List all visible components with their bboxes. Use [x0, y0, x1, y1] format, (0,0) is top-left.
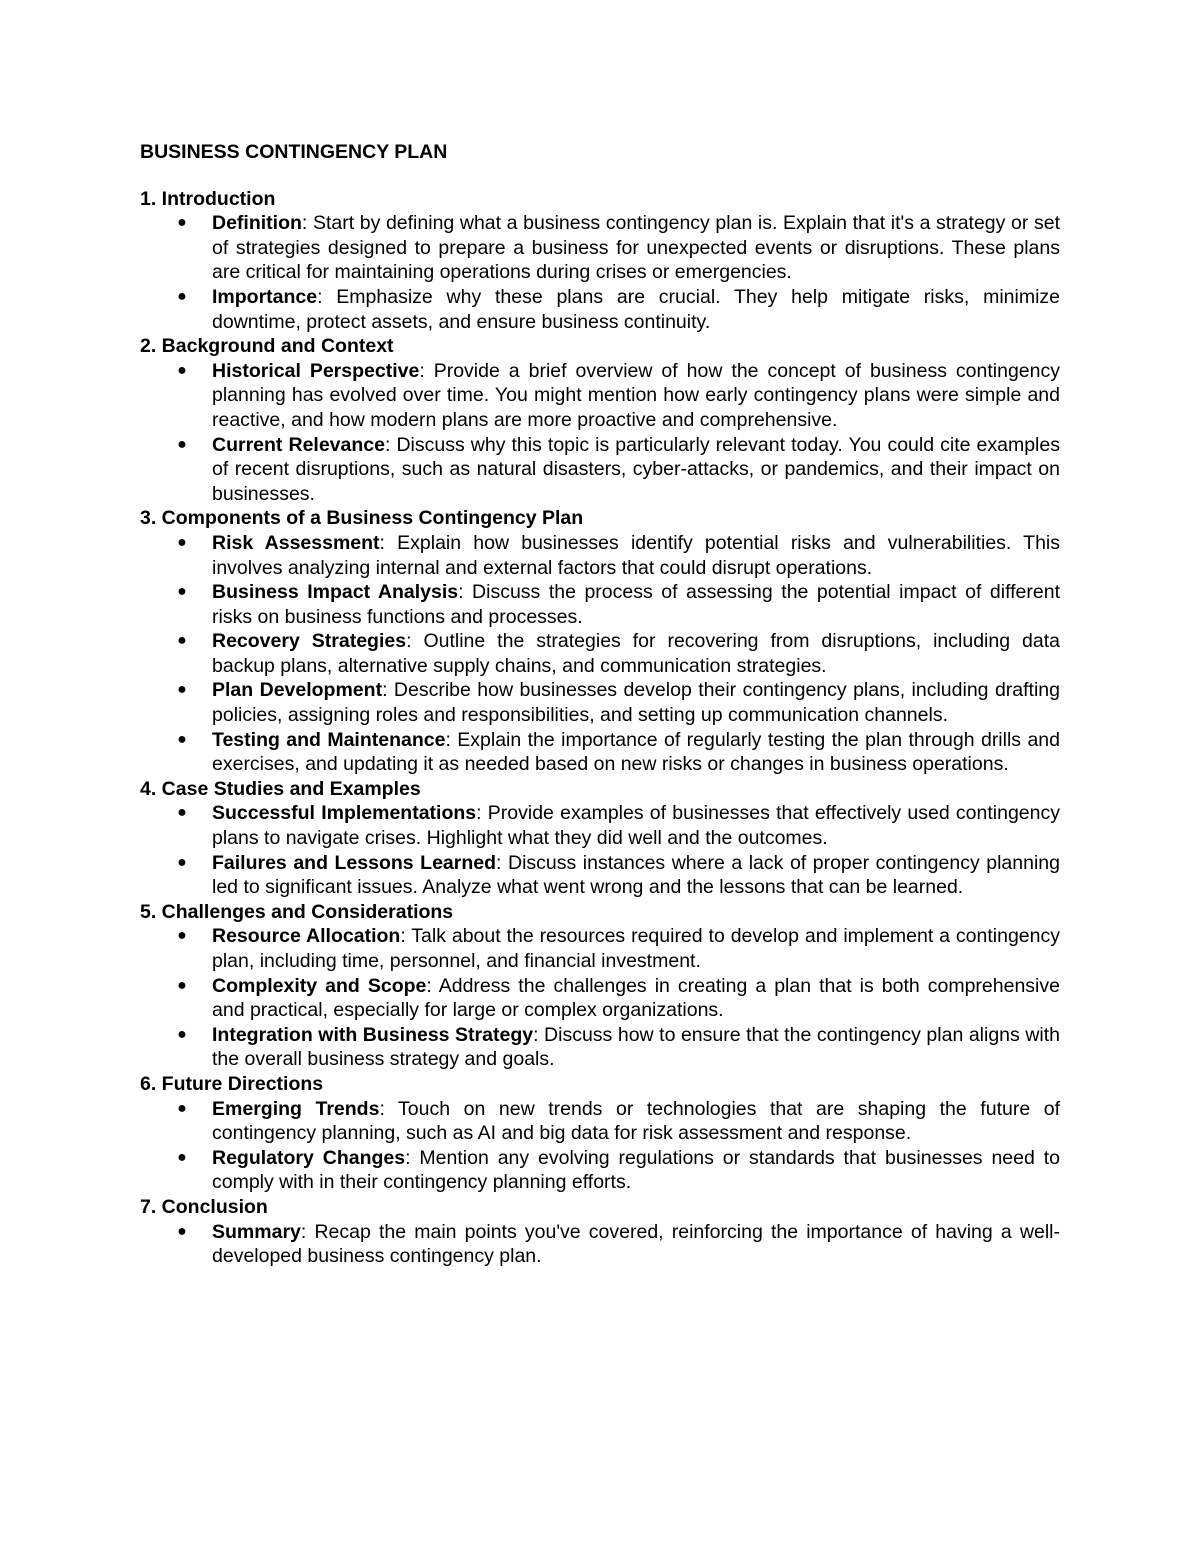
bullet-list [140, 924, 1060, 1072]
section-heading: 2. Background and Context [140, 335, 394, 358]
section [140, 334, 1060, 506]
bullet-icon: ● [177, 1099, 187, 1117]
bullet-term: Emerging Trends [212, 1097, 380, 1120]
bullet-item [177, 1146, 1060, 1195]
bullet-item [177, 285, 1060, 334]
bullet-icon: ● [177, 632, 187, 650]
bullet-icon: ● [177, 361, 187, 379]
bullet-text: : Emphasize why these plans are crucial. They help mitigate risks, minimize downtime, protect assets, and ensure business continuity. [212, 285, 1060, 333]
bullet-term: Current Relevance [212, 433, 385, 456]
bullet-text: : Describe how businesses develop their contingency plans, including drafting policies, assigning roles and responsibilities, and setting up communication channels. [212, 679, 1060, 727]
bullet-icon: ● [177, 681, 187, 699]
bullet-icon: ● [177, 853, 187, 871]
bullet-text: : Discuss the process of assessing the potential impact of different risks on business functions and processes. [212, 581, 1060, 628]
bullet-text: : Provide examples of businesses that effectively used contingency plans to navigate crises. Highlight what they did well and the outcomes. [212, 802, 1060, 850]
bullet-item [177, 629, 1060, 678]
bullet-text: : Start by defining what a business contingency plan is. Explain that it's a strategy or set of strategies designed to prepare a business for unexpected events or disruptions. These plans are critical for maintaining operations during crises or emergencies. [212, 212, 1060, 284]
bullet-text: : Discuss how to ensure that the contingency plan aligns with the overall business strategy and goals. [212, 1023, 1060, 1071]
bullet-item [177, 924, 1060, 973]
bullet-term: Testing and Maintenance [212, 728, 446, 751]
bullet-icon: ● [177, 927, 187, 945]
bullet-icon: ● [177, 1222, 187, 1240]
section [140, 777, 1060, 900]
bullet-term: Resource Allocation [212, 925, 401, 948]
section-heading: 6. Future Directions [140, 1072, 324, 1095]
bullet-icon: ● [177, 583, 187, 601]
bullet-icon: ● [177, 435, 187, 453]
bullet-item [177, 851, 1060, 900]
bullet-term: Plan Development [212, 679, 383, 702]
bullet-text: : Discuss why this topic is particularly relevant today. You could cite examples of recent disruptions, such as natural disasters, cyber-attacks, or pandemics, and their impact on businesses. [212, 433, 1060, 505]
section-heading: 3. Components of a Business Contingency Plan [140, 507, 584, 530]
bullet-text: : Provide a brief overview of how the concept of business contingency planning has evolved over time. You might mention how early contingency plans were simple and reactive, and how modern plans are more proactive and comprehensive. [212, 359, 1060, 431]
bullet-icon: ● [177, 287, 187, 305]
bullet-item [177, 974, 1060, 1023]
bullet-text: : Recap the main points you've covered, reinforcing the importance of having a well-developed business contingency plan. [212, 1220, 1060, 1268]
bullet-term: Regulatory Changes [212, 1146, 406, 1169]
bullet-text: : Touch on new trends or technologies that are shaping the future of contingency planning, such as AI and big data for risk assessment and response. [212, 1097, 1060, 1145]
document-page [140, 140, 1060, 1269]
bullet-icon: ● [177, 730, 187, 748]
bullet-icon: ● [177, 976, 187, 994]
bullet-text: : Discuss instances where a lack of proper contingency planning led to significant issues. Analyze what went wrong and the lessons that can be learned. [212, 851, 1060, 899]
bullet-term: Risk Assessment [212, 531, 380, 554]
bullet-icon: ● [177, 533, 187, 551]
document-body [140, 187, 1060, 1269]
bullet-icon: ● [177, 1148, 187, 1166]
section-heading: 5. Challenges and Considerations [140, 900, 454, 923]
bullet-list [140, 801, 1060, 899]
section [140, 187, 1060, 335]
bullet-term: Importance [212, 285, 318, 308]
bullet-icon: ● [177, 804, 187, 822]
bullet-term: Business Impact Analysis [212, 581, 459, 604]
section-heading: 4. Case Studies and Examples [140, 777, 421, 800]
bullet-text: : Explain the importance of regularly testing the plan through drills and exercises, and updating it as needed based on new risks or changes in business operations. [212, 728, 1060, 776]
bullet-list [140, 1097, 1060, 1195]
bullet-list [140, 359, 1060, 507]
bullet-item [177, 1023, 1060, 1072]
section [140, 900, 1060, 1072]
bullet-item [177, 1097, 1060, 1146]
section-heading: 7. Conclusion [140, 1195, 268, 1218]
bullet-text: : Explain how businesses identify potential risks and vulnerabilities. This involves analyzing internal and external factors that could disrupt operations. [212, 531, 1060, 579]
bullet-item [177, 678, 1060, 727]
bullet-text: : Address the challenges in creating a plan that is both comprehensive and practical, especially for large or complex organizations. [212, 974, 1060, 1022]
bullet-item [177, 359, 1060, 433]
section [140, 1072, 1060, 1195]
bullet-icon: ● [177, 214, 187, 232]
bullet-term: Summary [212, 1220, 301, 1243]
bullet-list [140, 531, 1060, 777]
bullet-text: : Talk about the resources required to develop and implement a contingency plan, including time, personnel, and financial investment. [212, 925, 1060, 972]
bullet-term: Definition [212, 212, 302, 235]
bullet-item [177, 211, 1060, 285]
bullet-icon: ● [177, 1025, 187, 1043]
bullet-item [177, 801, 1060, 850]
bullet-text: : Mention any evolving regulations or standards that businesses need to comply with in their contingency planning efforts. [212, 1146, 1060, 1194]
bullet-term: Historical Perspective [212, 359, 420, 382]
bullet-term: Integration with Business Strategy [212, 1023, 534, 1046]
bullet-term: Failures and Lessons Learned [212, 851, 497, 874]
section [140, 506, 1060, 777]
bullet-item [177, 1220, 1060, 1269]
bullet-text: : Outline the strategies for recovering from disruptions, including data backup plans, alternative supply chains, and communication strategies. [212, 630, 1060, 677]
section [140, 1195, 1060, 1269]
bullet-item [177, 531, 1060, 580]
bullet-item [177, 433, 1060, 507]
bullet-list [140, 1220, 1060, 1269]
bullet-term: Recovery Strategies [212, 630, 407, 653]
bullet-term: Complexity and Scope [212, 974, 427, 997]
bullet-item [177, 728, 1060, 777]
bullet-term: Successful Implementations [212, 802, 477, 825]
bullet-item [177, 580, 1060, 629]
bullet-list [140, 211, 1060, 334]
document-title: BUSINESS CONTINGENCY PLAN [140, 141, 448, 163]
section-heading: 1. Introduction [140, 187, 276, 210]
